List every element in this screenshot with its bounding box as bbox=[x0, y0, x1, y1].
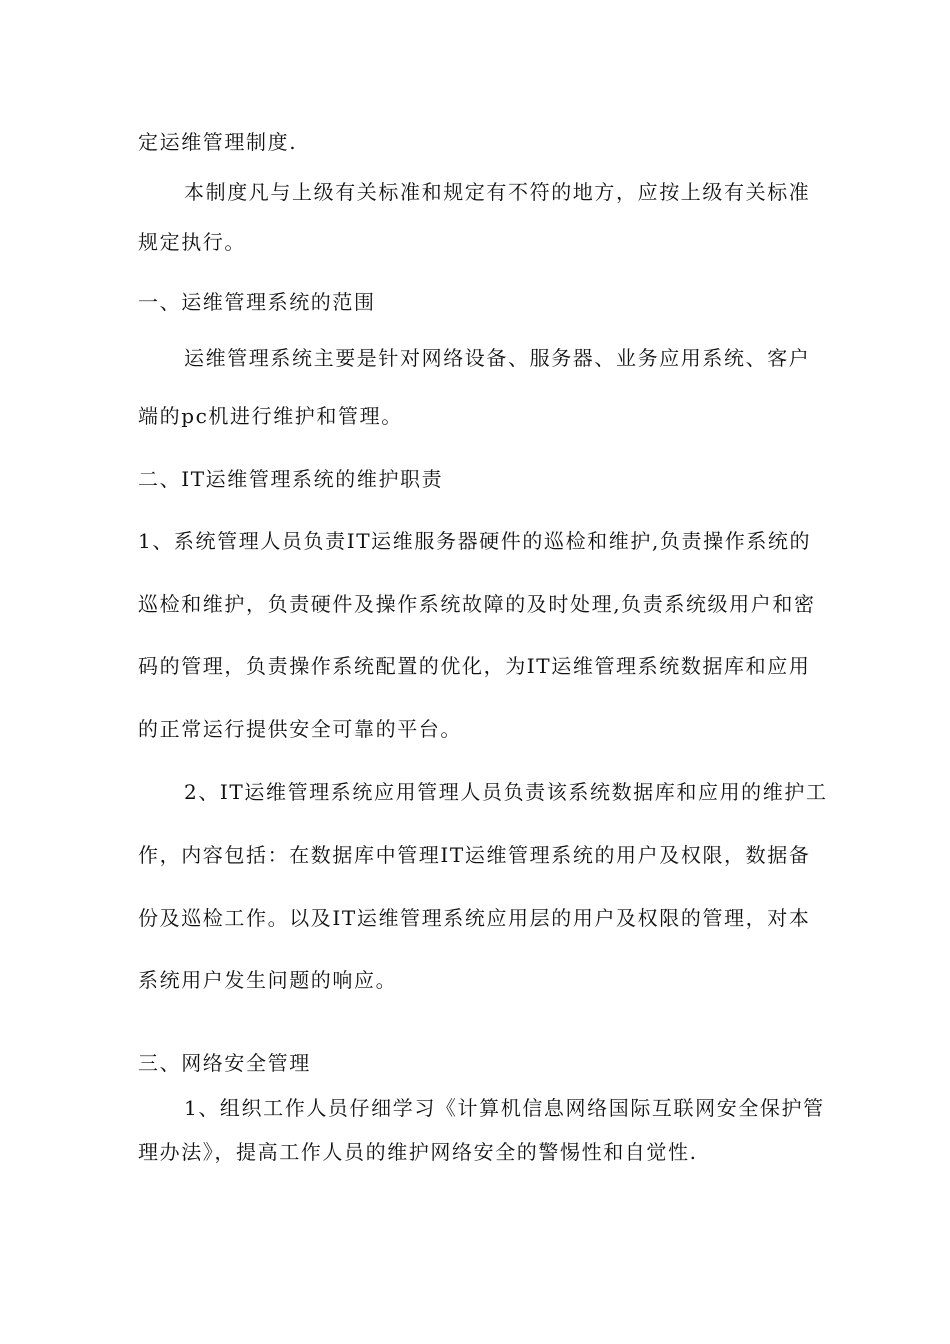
section-heading: 一、运维管理系统的范围 bbox=[138, 290, 376, 314]
paragraph-line: 的正常运行提供安全可靠的平台。 bbox=[138, 717, 462, 741]
paragraph-line: 本制度凡与上级有关标准和规定有不符的地方，应按上级有关标准 bbox=[184, 180, 811, 204]
paragraph-line: 巡检和维护，负责硬件及操作系统故障的及时处理,负责系统级用户和密 bbox=[138, 592, 816, 616]
paragraph-line: 码的管理，负责操作系统配置的优化，为IT运维管理系统数据库和应用 bbox=[138, 654, 811, 678]
section-heading: 三、网络安全管理 bbox=[138, 1051, 311, 1075]
paragraph-line: 端的pc机进行维护和管理。 bbox=[138, 404, 403, 428]
paragraph-line: 定运维管理制度. bbox=[138, 130, 298, 154]
paragraph-line: 2、IT运维管理系统应用管理人员负责该系统数据库和应用的维护工 bbox=[184, 780, 828, 804]
paragraph-line: 规定执行。 bbox=[138, 230, 246, 254]
paragraph-line: 1、组织工作人员仔细学习《计算机信息网络国际互联网安全保护管 bbox=[184, 1096, 825, 1120]
paragraph-line: 份及巡检工作。以及IT运维管理系统应用层的用户及权限的管理，对本 bbox=[138, 906, 811, 930]
paragraph-line: 1、系统管理人员负责IT运维服务器硬件的巡检和维护,负责操作系统的 bbox=[138, 529, 812, 553]
paragraph-line: 理办法》，提高工作人员的维护网络安全的警惕性和自觉性. bbox=[138, 1140, 698, 1164]
paragraph-line: 作，内容包括：在数据库中管理IT运维管理系统的用户及权限，数据备 bbox=[138, 843, 811, 867]
paragraph-line: 系统用户发生问题的响应。 bbox=[138, 968, 398, 992]
paragraph-line: 运维管理系统主要是针对网络设备、服务器、业务应用系统、客户 bbox=[184, 346, 811, 370]
section-heading: 二、IT运维管理系统的维护职责 bbox=[138, 467, 444, 491]
